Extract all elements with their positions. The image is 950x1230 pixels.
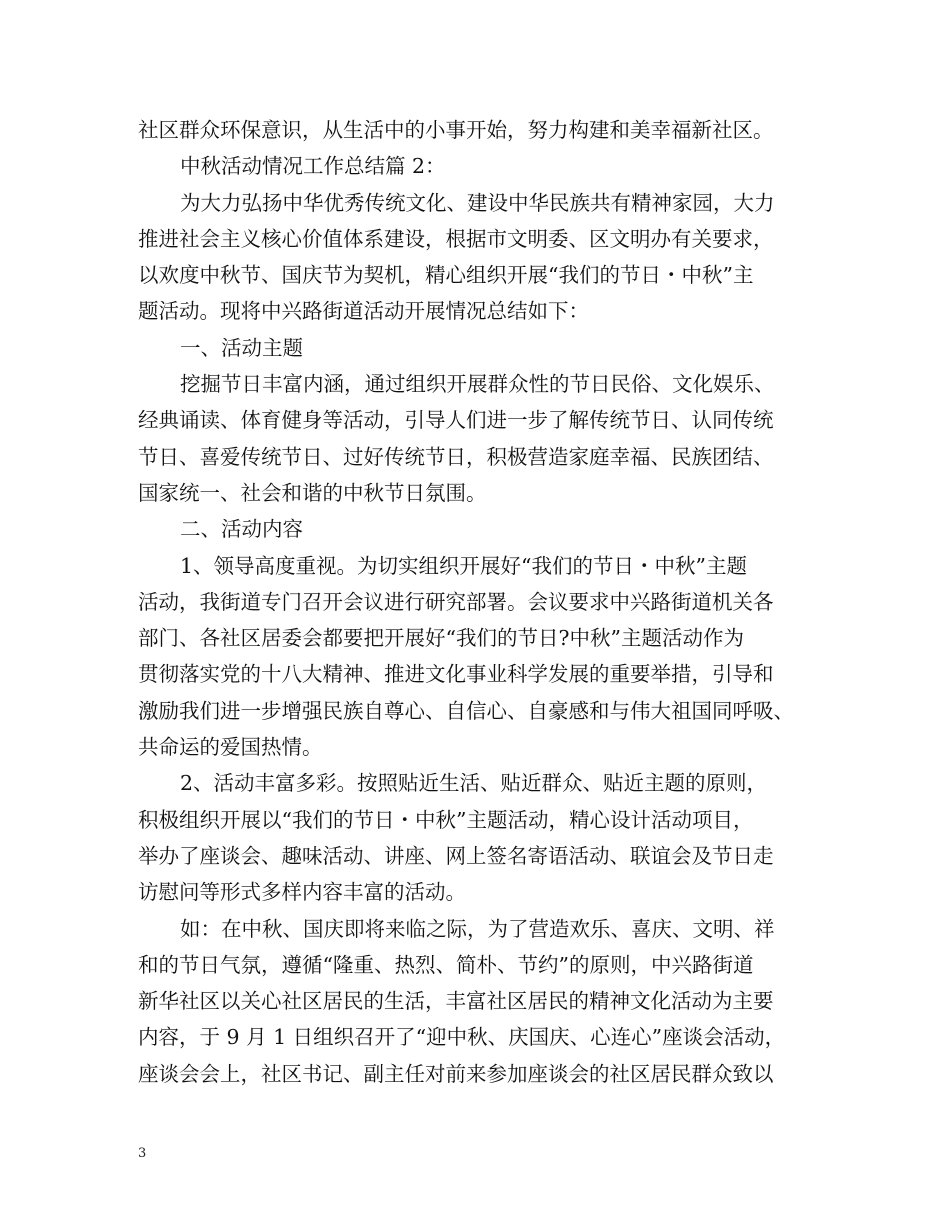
text-line: 举办了座谈会、趣味活动、讲座、网上签名寄语活动、联谊会及节日走 <box>138 843 774 868</box>
paragraph-first-line: 2、活动丰富多彩。按照贴近生活、贴近群众、贴近主题的原则， <box>180 771 768 796</box>
text-line: 活动，我街道专门召开会议进行研究部署。会议要求中兴路街道机关各 <box>138 589 774 614</box>
text-line: 激励我们进一步增强民族自尊心、自信心、自豪感和与伟大祖国同呼吸、 <box>138 698 794 723</box>
text-line: 积极组织开展以“我们的节日・中秋”主题活动，精心设计活动项目， <box>138 807 754 832</box>
paragraph-first-line: 二、活动内容 <box>180 517 303 542</box>
text-line: 座谈会会上，社区书记、副主任对前来参加座谈会的社区居民群众致以 <box>138 1061 774 1086</box>
paragraph-first-line: 为大力弘扬中华优秀传统文化、建设中华民族共有精神家园，大力 <box>180 190 775 215</box>
text-line: 和的节日气氛，遵循“隆重、热烈、简朴、节约”的原则，中兴路街道 <box>138 952 754 977</box>
text-line: 贯彻落实党的十八大精神、推进文化事业科学发展的重要举措，引导和 <box>138 662 774 687</box>
paragraph-first-line: 1、领导高度重视。为切实组织开展好“我们的节日・中秋”主题 <box>180 553 748 578</box>
text-line: 内容，于 9 月 1 日组织召开了“迎中秋、庆国庆、心连心”座谈会活动， <box>138 1025 786 1050</box>
text-line: 推进社会主义核心价值体系建设，根据市文明委、区文明办有关要求， <box>138 226 774 251</box>
text-line: 以欢度中秋节、国庆节为契机，精心组织开展“我们的节日・中秋”主 <box>138 263 754 288</box>
text-line: 节日、喜爱传统节日、过好传统节日，积极营造家庭幸福、民族团结、 <box>138 444 774 469</box>
text-line: 访慰问等形式多样内容丰富的活动。 <box>138 880 466 905</box>
text-line: 经典诵读、体育健身等活动，引导人们进一步了解传统节日、认同传统 <box>138 408 774 433</box>
text-line: 部门、各社区居委会都要把开展好“我们的节日?中秋”主题活动作为 <box>138 626 744 651</box>
text-line: 题活动。现将中兴路街道活动开展情况总结如下： <box>138 299 589 324</box>
text-line: 国家统一、社会和谐的中秋节日氛围。 <box>138 480 487 505</box>
text-line: 共命运的爱国热情。 <box>138 735 323 760</box>
paragraph-first-line: 如：在中秋、国庆即将来临之际，为了营造欢乐、喜庆、文明、祥 <box>180 916 775 941</box>
paragraph-first-line: 中秋活动情况工作总结篇 2： <box>180 154 446 179</box>
text-line: 社区群众环保意识，从生活中的小事开始，努力构建和美幸福新社区。 <box>138 118 774 142</box>
text-line: 新华社区以关心社区居民的生活，丰富社区居民的精神文化活动为主要 <box>138 989 774 1014</box>
body-text <box>138 112 828 1092</box>
paragraph-first-line: 一、活动主题 <box>180 335 303 360</box>
paragraph-first-line: 挖掘节日丰富内涵，通过组织开展群众性的节日民俗、文化娱乐、 <box>180 372 775 397</box>
page-number: 3 <box>138 1146 147 1161</box>
